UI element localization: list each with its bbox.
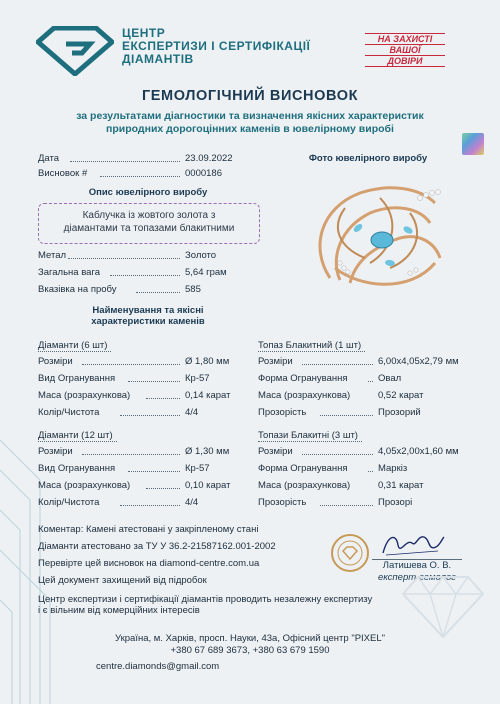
topaz-3-value: Прозорі [378, 497, 413, 508]
item-prop-value: Золото [185, 250, 217, 261]
signature-role: експерт-гемолог [378, 572, 456, 583]
diamond-logo-icon [36, 26, 114, 76]
subtitle-line2: природних дорогоцінних каменів в ювелірному виробі [106, 123, 394, 135]
subtitle-line1: за результатами діагностики та визначення якісних характеристик [76, 110, 424, 122]
diamond-12-value: Ø 1,30 мм [185, 446, 230, 457]
document-subtitle [0, 110, 500, 136]
diamond-6-value: 4/4 [185, 407, 199, 418]
topaz-1-label: Маса (розрахункова) [258, 390, 351, 401]
diamond-6-label: Розміри [38, 356, 73, 367]
address: Україна, м. Харків, просп. Науки, 43а, Офісний центр "PIXEL" [114, 633, 385, 644]
diamond-12-value: 0,10 карат [185, 480, 231, 491]
footer-info [38, 524, 358, 586]
diamond-12-label: Вид Огранування [38, 463, 116, 474]
date-label: Дата [38, 153, 60, 164]
diamond-6-value: Кр-57 [185, 373, 210, 384]
stamp-line1: НА ЗАХИСТІ [365, 33, 445, 45]
item-prop-label: Загальна вага [38, 267, 100, 278]
description-box [38, 203, 260, 244]
stamp-line2: ВАШОЇ [365, 45, 445, 56]
footer-comment: Коментар: Камені атестовані у закріпленому стані [38, 524, 259, 535]
item-prop-label: Метал [38, 250, 67, 261]
stones-heading-line2: характеристики каменів [91, 316, 205, 327]
item-prop-value: 5,64 грам [185, 267, 227, 278]
org-name-line2: ЕКСПЕРТИЗИ І СЕРТИФІКАЦІЇ [122, 39, 311, 53]
hologram-sticker [462, 133, 484, 155]
topaz-3-label: Розміри [258, 446, 293, 457]
diamond-6-value: 0,14 карат [185, 390, 231, 401]
topaz-1-label: Прозорість [258, 407, 307, 418]
diamond-12-label: Маса (розрахункова) [38, 480, 131, 491]
diamond-6-title: Діаманти (6 шт) [38, 340, 111, 352]
trust-stamp [365, 33, 445, 67]
independence-note [38, 594, 458, 616]
topaz-3-value: Маркіз [378, 463, 408, 474]
org-name-line1: ЦЕНТР [122, 26, 166, 40]
contacts [0, 633, 500, 657]
note-line1: Центр експертизи і сертифікації діамантів проводить незалежну експертизу [38, 594, 373, 605]
seal-icon [330, 533, 370, 573]
diamond-6-label: Колір/Чистота [38, 407, 100, 418]
description-line2: діамантами та топазами блакитними [63, 223, 235, 234]
document-title: ГЕМОЛОГІЧНИЙ ВИСНОВОК [141, 88, 359, 104]
description-heading: Опис ювелірного виробу [88, 187, 208, 198]
topaz-3-value: 0,31 карат [378, 480, 424, 491]
topaz-1-value: 0,52 карат [378, 390, 424, 401]
footer-protected: Цей документ захищений від підробок [38, 575, 207, 586]
phones: +380 67 689 3673, +380 63 679 1590 [170, 645, 330, 656]
org-name-line3: ДІАМАНТІВ [122, 52, 194, 66]
diamond-12-title: Діаманти (12 шт) [38, 430, 117, 442]
diamond-6-label: Вид Огранування [38, 373, 116, 384]
topaz-1-value: Прозорий [378, 407, 421, 418]
topaz-1-value: Овал [378, 373, 402, 384]
number-label: Висновок # [38, 168, 88, 179]
stones-heading-line1: Найменування та якісні [92, 305, 204, 316]
description-line1: Каблучка із жовтого золота з [82, 210, 216, 221]
item-prop-label: Вказівка на пробу [38, 284, 117, 295]
footer-verify: Перевірте цей висновок на diamond-centre.com.ua [38, 558, 260, 569]
diamond-12-label: Колір/Чистота [38, 497, 100, 508]
topaz-3-value: 4,05х2,00х1,60 мм [378, 446, 459, 457]
diamond-6-value: Ø 1,80 мм [185, 356, 230, 367]
topaz-3-label: Прозорість [258, 497, 307, 508]
topaz-3-label: Маса (розрахункова) [258, 480, 351, 491]
diamond-watermark-icon [398, 572, 488, 642]
diamond-12-label: Розміри [38, 446, 73, 457]
stones-heading [38, 305, 258, 327]
footer-standard: Діаманти атестовано за ТУ У 36.2-21587162.001-2002 [38, 541, 276, 552]
org-name [122, 27, 310, 66]
item-prop-value: 585 [185, 284, 201, 295]
email-link[interactable]: centre.diamonds@gmail.com [96, 661, 220, 672]
stamp-line3: ДОВІРИ [365, 56, 445, 67]
diamond-12-value: 4/4 [185, 497, 199, 508]
topaz-1-label: Розміри [258, 356, 293, 367]
topaz-1-value: 6,00х4,05х2,79 мм [378, 356, 459, 367]
jewelry-photo [270, 168, 470, 303]
number-value: 0000186 [185, 168, 222, 179]
topaz-1-label: Форма Огранування [258, 373, 348, 384]
topaz-3-label: Форма Огранування [258, 463, 348, 474]
topaz-3-title: Топази Блакитні (3 шт) [258, 430, 362, 442]
date-value: 23.09.2022 [185, 153, 233, 164]
diamond-12-value: Кр-57 [185, 463, 210, 474]
signature-image [378, 525, 448, 561]
topaz-1-title: Топаз Блакитний (1 шт) [258, 340, 365, 352]
photo-caption: Фото ювелірного виробу [308, 153, 428, 164]
note-line2: і є вільним від комерційних інтересів [38, 605, 200, 616]
signature-name: Латишева О. В. [372, 559, 462, 572]
diamond-6-label: Маса (розрахункова) [38, 390, 131, 401]
